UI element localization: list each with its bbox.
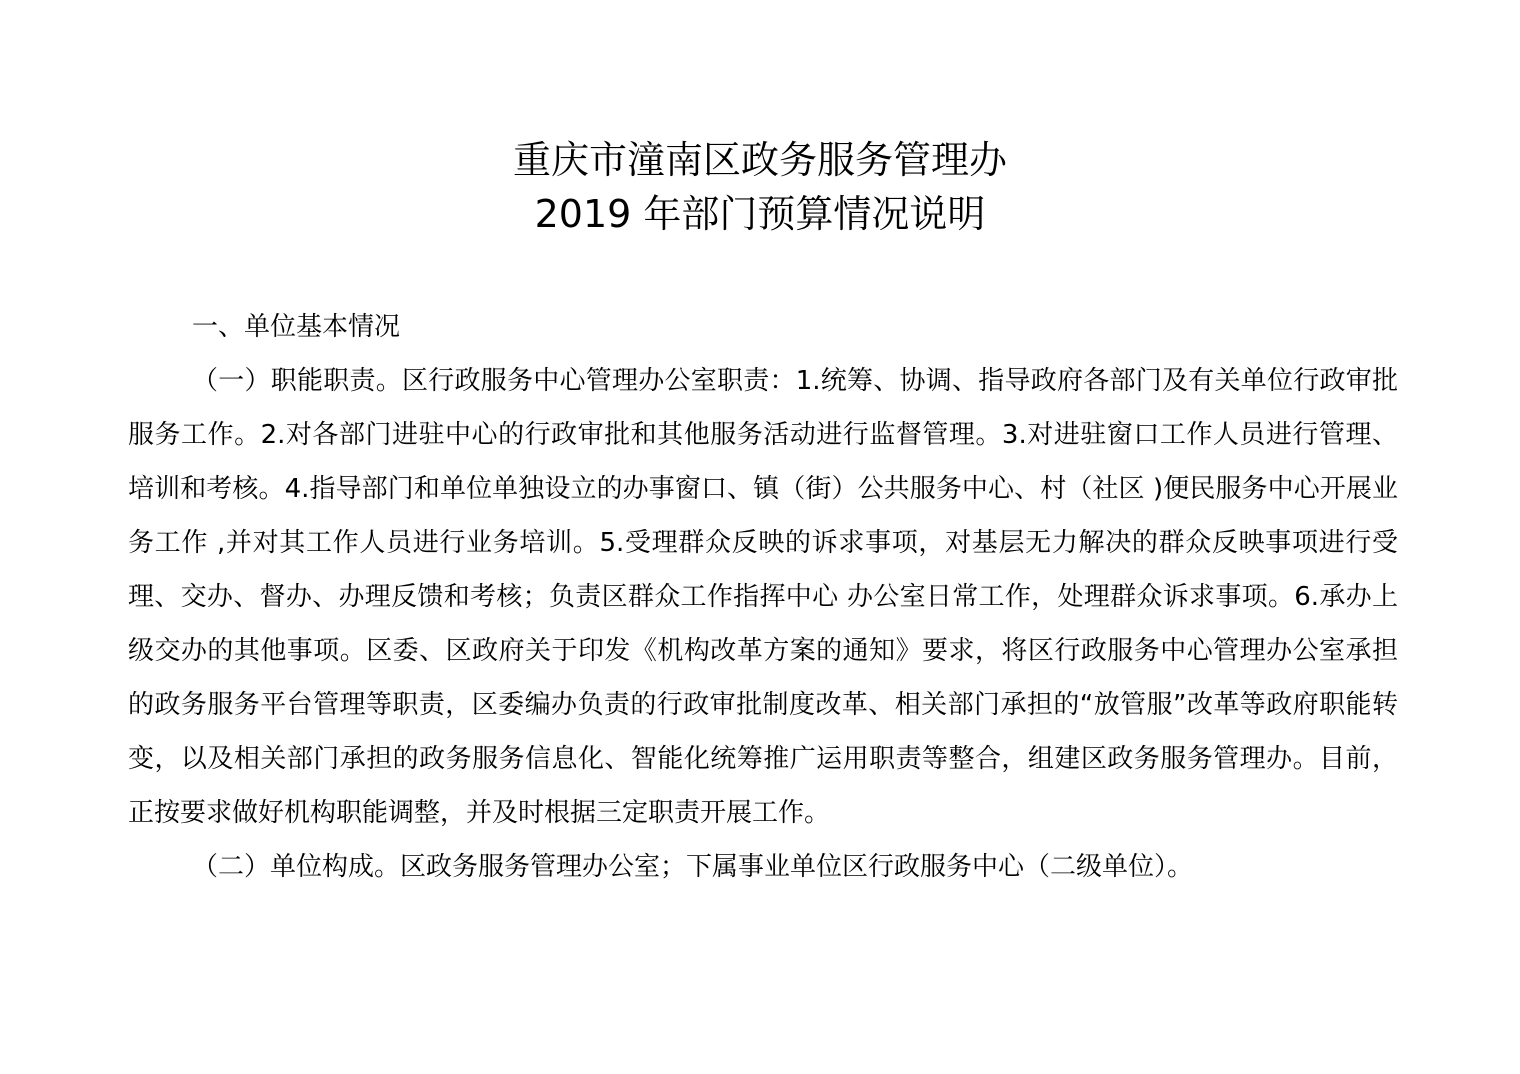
title-line-2: 2019 年部门预算情况说明 <box>534 192 986 236</box>
title-line-1: 重庆市潼南区政务服务管理办 <box>512 138 1007 182</box>
paragraph-composition: （二）单位构成。区政务服务管理办公室；下属事业单位区行政服务中心（二级单位）。 <box>192 852 1194 882</box>
section-heading: 一、单位基本情况 <box>192 312 401 342</box>
paragraph-duties: （一）职能职责。区行政服务中心管理办公室职责：1.统筹、协调、指导政府各部门及有关单位行政审批服务工作。2.对各部门进驻中心的行政审批和其他服务活动进行监督管理。3.对进驻窗口工作人员进行管理、培训和考核。4.指导部门和单位单独设立的办事窗口、镇（街）公共服务中心、村（社区 )便民服务中心开展业务工作 ,并对其工作人员进行业务培训。5.受理群众反映的诉求事项，对基层无力解决的群众反映事项进行受理、交办、督办、办理反馈和考核；负责区群众工作指挥中心 办公室日常工作，处理群众诉求事项。6.承办上级交办的其他事项。区委、区政府关于印发《机构改革方案的通知》要求，将区行政服务中心管理办公室承担的政务服务平台管理等职责，区委编办负责的行政审批制度改革、相关部门承担的“放管服”改革等政府职能转变，以及相关部门承担的政务服务信息化、智能化统筹推广运用职责等整合，组建区政务服务管理办。目前，正按要求做好机构职能调整，并及时根据三定职责开展工作。 <box>128 366 1398 828</box>
document-body <box>128 300 1398 894</box>
document-title <box>0 133 1520 241</box>
